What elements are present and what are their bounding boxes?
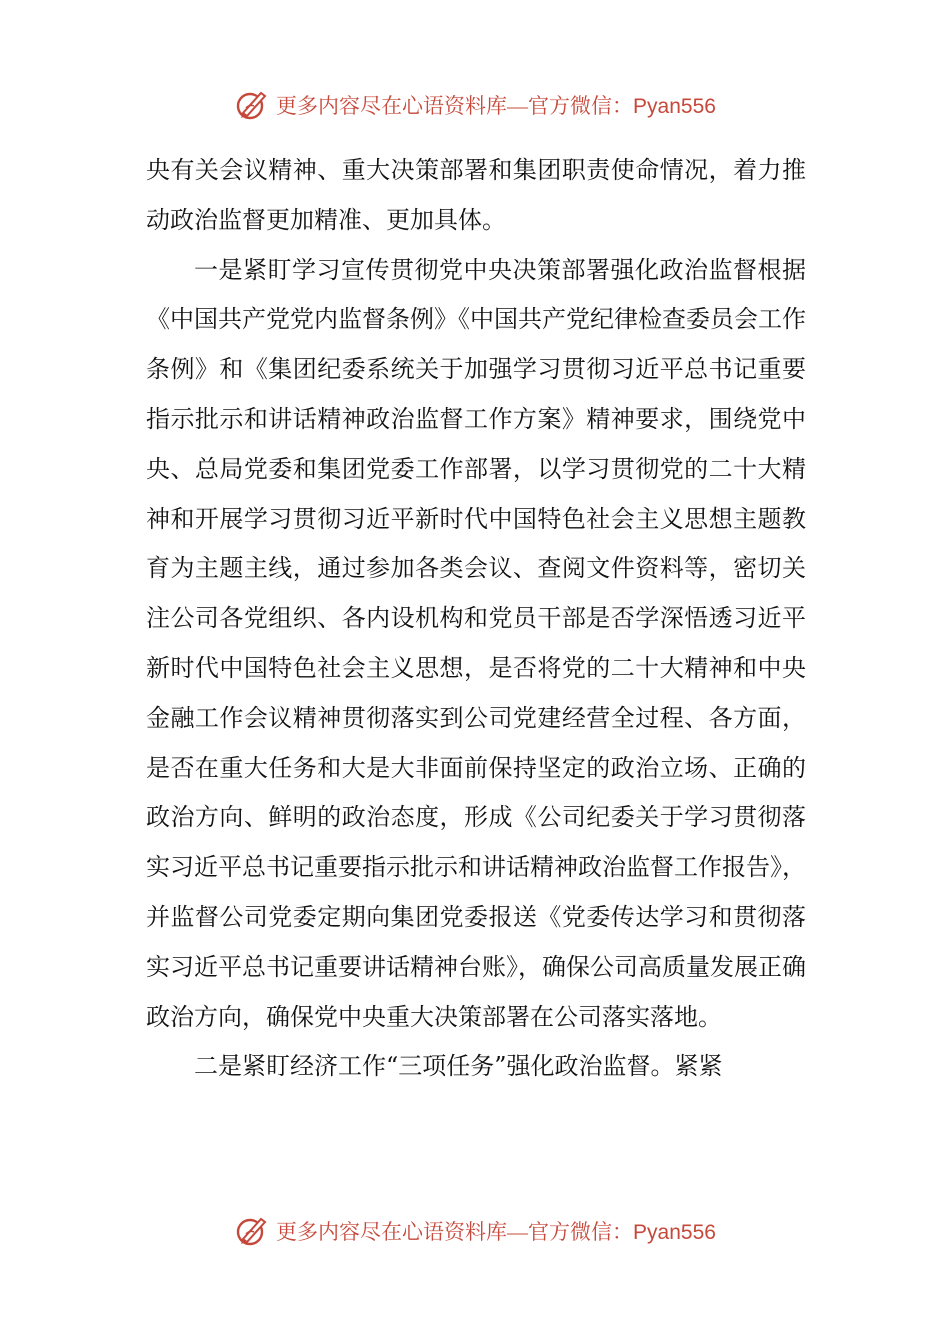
- pen-circle-logo-icon: [234, 1213, 270, 1249]
- header-banner: [0, 80, 950, 130]
- paragraph: 一是紧盯学习宣传贯彻党中央决策部署强化政治监督根据《中国共产党党内监督条例》《中国共产党纪律检查委员会工作条例》和《集团纪委系统关于加强学习贯彻习近平总书记重要指示批示和讲话精神政治监督工作方案》精神要求，围绕党中央、总局党委和集团党委工作部署，以学习贯彻党的二十大精神和开展学习贯彻习近平新时代中国特色社会主义思想主题教育为主题主线，通过参加各类会议、查阅文件资料等，密切关注公司各党组织、各内设机构和党员干部是否学深悟透习近平新时代中国特色社会主义思想，是否将党的二十大精神和中央金融工作会议精神贯彻落实到公司党建经营全过程、各方面，是否在重大任务和大是大非面前保持坚定的政治立场、正确的政治方向、鲜明的政治态度，形成《公司纪委关于学习贯彻落实习近平总书记重要指示批示和讲话精神政治监督工作报告》，并监督公司党委定期向集团党委报送《党委传达学习和贯彻落实习近平总书记重要讲话精神台账》，确保公司高质量发展正确政治方向，确保党中央重大决策部署在公司落实落地。: [146, 255, 806, 1031]
- footer-banner: [0, 1206, 950, 1256]
- banner-text: 更多内容尽在心语资料库—官方微信：Pyan556: [276, 1220, 716, 1244]
- banner-text: 更多内容尽在心语资料库—官方微信：Pyan556: [276, 94, 716, 118]
- pen-circle-logo-icon: [234, 87, 270, 123]
- paragraph: 二是紧盯经济工作“三项任务”强化政治监督。紧紧: [194, 1052, 723, 1081]
- body-text: [146, 146, 806, 1092]
- paragraph: 央有关会议精神、重大决策部署和集团职责使命情况，着力推动政治监督更加精准、更加具体。: [146, 156, 806, 234]
